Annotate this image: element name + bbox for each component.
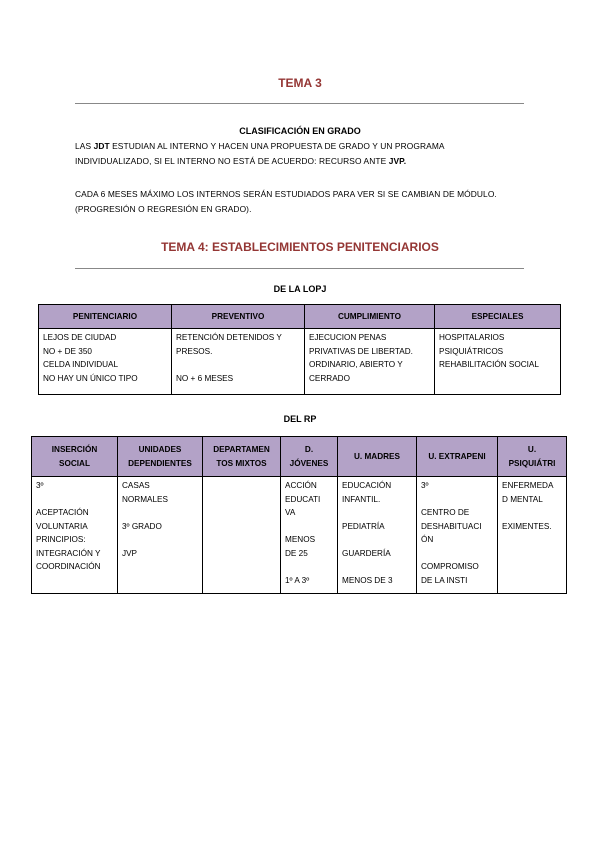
cell-text: 3º [36,481,44,490]
cell-text: CELDA INDIVIDUAL [43,360,119,369]
cell-text: GUARDERÍA [342,548,391,558]
cell-text: NO + 6 MESES [176,373,234,383]
cell-text: UNIDADES [138,445,182,454]
cell-text: CERRADO [309,373,350,383]
cell-text: DEPARTAMEN [213,445,270,454]
column-header [417,437,498,477]
cell-text: 1º A 3º [285,575,310,585]
cell-gap [502,506,562,520]
cell-text: EDUCACIÓN [342,481,392,490]
cell-text: ACCIÓN [285,481,317,490]
column-header [498,437,567,477]
column-header: PENITENCIARIO [39,305,172,329]
cell-text: ACEPTACIÓN [36,508,89,517]
column-header: PREVENTIVO [172,305,305,329]
cell-text: INTEGRACIÓN Y [36,548,101,558]
cell-text: 3º [421,481,429,490]
text-bold: JVP. [388,156,407,166]
lopj-table [38,304,561,395]
cell-text: NO HAY UN ÚNICO TIPO [43,373,138,383]
cell-text: LEJOS DE CIUDAD [43,333,117,342]
cell-text: PSIQUIÁTRI [508,458,556,468]
cell-text: JVP [122,548,138,558]
table-cell [338,477,417,594]
cell-text: REHABILITACIÓN SOCIAL [439,360,539,369]
cell-gap [122,533,198,547]
cell-gap [421,547,493,561]
table-cell [281,477,338,594]
text: INDIVIDUALIZADO, SI EL INTERNO NO ESTÁ DE ACUERDO: RECURSO ANTE [75,156,389,166]
cell-gap [285,520,333,534]
cell-text: EXIMENTES. [502,521,552,531]
cell-text: HOSPITALARIOS [439,333,505,342]
tema3-paragraph-1 [75,139,535,169]
cell-gap [176,358,300,372]
cell-text: ENFERMEDA [502,481,554,490]
tema4-title: TEMA 4: ESTABLECIMIENTOS PENITENCIARIOS [161,240,439,254]
cell-text: ORDINARIO, ABIERTO Y [309,360,403,369]
column-header [281,437,338,477]
text: LAS [75,141,94,151]
cell-text: D MENTAL [502,494,543,504]
cell-gap [342,506,412,520]
cell-text: EJECUCION PENAS [309,333,387,342]
text: CADA 6 MESES MÁXIMO LOS INTERNOS SERÁN ESTUDIADOS PARA VER SI SE CAMBIAN DE MÓDULO. [75,189,497,199]
cell-text: INSERCIÓN [51,445,98,454]
rp-heading: DEL RP [283,414,317,424]
column-header: ESPECIALES [435,305,561,329]
text: ESTUDIAN AL INTERNO Y HACEN UNA PROPUESTA DE GRADO Y UN PROGRAMA [109,141,445,151]
cell-text: MENOS DE 3 [342,575,393,585]
cell-text: CASAS [122,481,150,490]
table-cell [417,477,498,594]
table-cell [32,477,118,594]
cell-text: U. [527,445,537,454]
cell-text: VA [285,508,296,517]
cell-text: PRINCIPIOS: [36,535,86,544]
lopj-heading: DE LA LOPJ [273,284,327,294]
text-bold: JDT [93,141,110,151]
cell-text: DESHABITUACI [421,521,482,531]
cell-text: MENOS [285,535,316,544]
cell-text: PEDIATRÍA [342,521,385,531]
cell-text: U. MADRES [354,451,400,461]
cell-gap [421,493,493,507]
column-header: CUMPLIMIENTO [305,305,435,329]
table-cell [435,329,561,395]
rp-table [31,436,567,594]
table-cell [498,477,567,594]
divider [75,268,524,269]
table-cell [172,329,305,395]
cell-text: RETENCIÓN DETENIDOS Y [176,333,282,342]
cell-text: NORMALES [122,494,168,504]
cell-text: SOCIAL [59,458,90,468]
table-cell [203,477,281,594]
cell-gap [122,506,198,520]
cell-text: EDUCATI [285,494,321,504]
cell-gap [285,560,333,574]
cell-text: COMPROMISO [421,562,479,571]
table-cell [39,329,172,395]
cell-text: U. EXTRAPENI [428,451,486,461]
tema3-paragraph-2 [75,187,535,217]
cell-text: VOLUNTARIA [36,521,88,531]
cell-text: PRIVATIVAS DE LIBERTAD. [309,346,413,356]
cell-text: COORDINACIÓN [36,562,101,571]
cell-gap [36,493,113,507]
cell-text: PRESOS. [176,346,213,356]
cell-text: DEPENDIENTES [128,458,192,468]
column-header [338,437,417,477]
cell-text: 3º GRADO [122,521,162,531]
cell-gap [342,533,412,547]
tema3-title: TEMA 3 [278,76,322,90]
cell-gap [342,560,412,574]
column-header [32,437,118,477]
cell-text: DE 25 [285,548,308,558]
divider [75,103,524,104]
cell-text: TOS MIXTOS [216,458,267,468]
table-cell [118,477,203,594]
cell-text: CENTRO DE [421,508,470,517]
cell-text: D. [304,445,314,454]
cell-text: DE LA INSTI [421,575,468,585]
cell-text: NO + DE 350 [43,346,92,356]
table-cell [305,329,435,395]
cell-text: INFANTIL. [342,494,381,504]
cell-text: ÓN [421,535,434,544]
text: (PROGRESIÓN O REGRESIÓN EN GRADO). [75,204,252,214]
column-header [118,437,203,477]
column-header [203,437,281,477]
cell-text: JÓVENES [289,458,329,468]
tema3-subtitle: CLASIFICACIÓN EN GRADO [239,126,361,136]
cell-text: PSIQUIÁTRICOS [439,346,504,356]
